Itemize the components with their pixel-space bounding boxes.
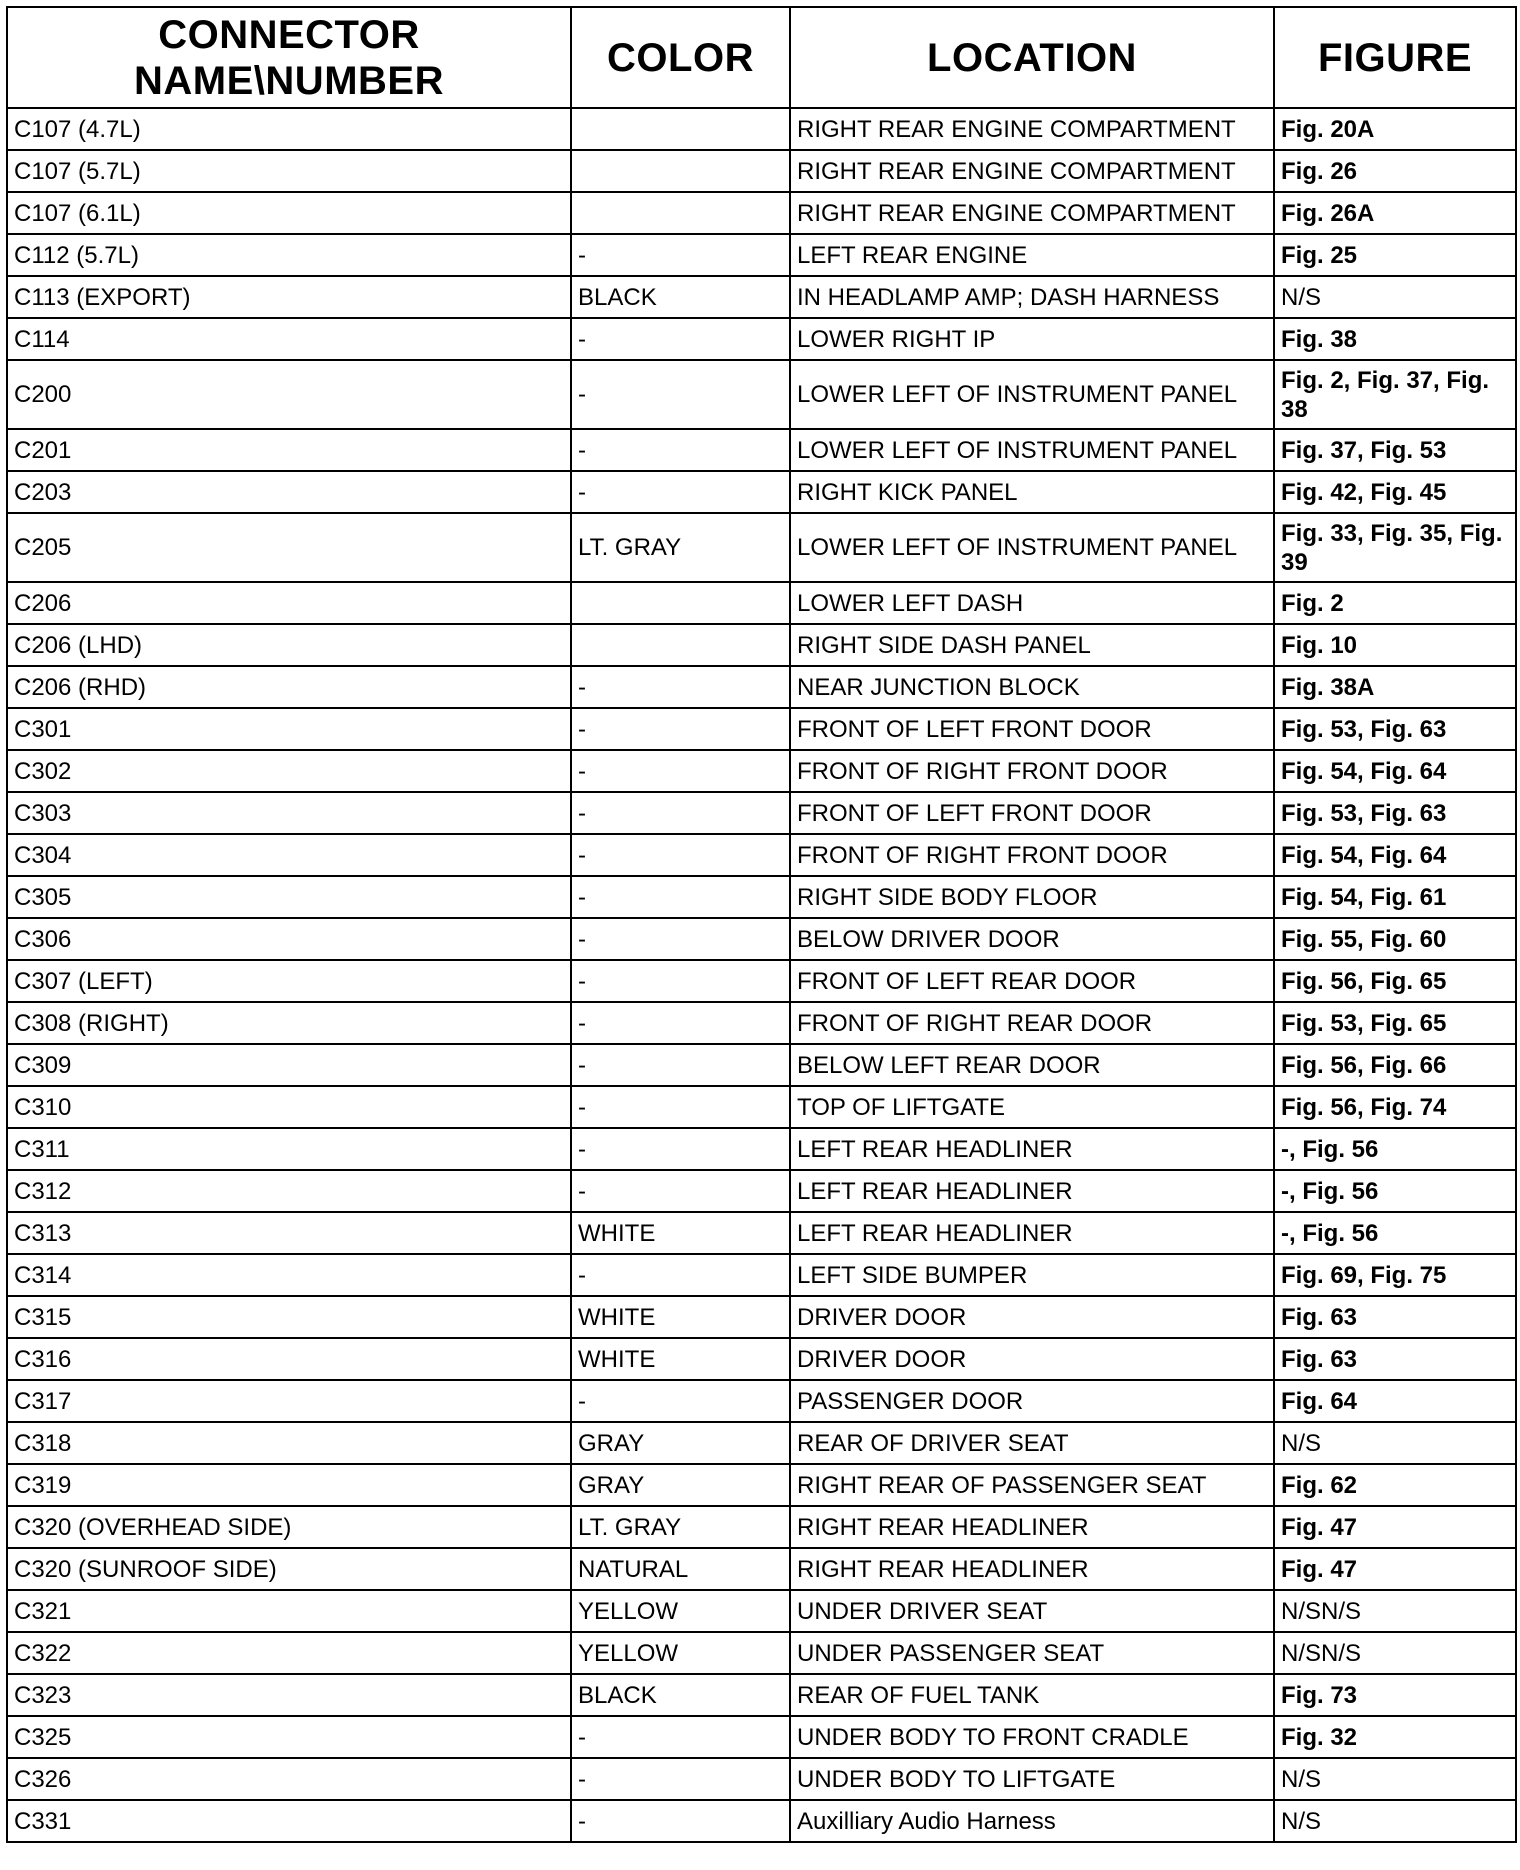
cell-location: LOWER RIGHT IP — [790, 318, 1274, 360]
cell-location: Auxilliary Audio Harness — [790, 1800, 1274, 1842]
cell-figure: Fig. 32 — [1274, 1716, 1516, 1758]
table-row — [7, 1128, 1516, 1170]
cell-color: - — [571, 918, 790, 960]
cell-color: YELLOW — [571, 1632, 790, 1674]
cell-location: RIGHT REAR HEADLINER — [790, 1506, 1274, 1548]
cell-location: LEFT REAR HEADLINER — [790, 1212, 1274, 1254]
cell-figure: N/SN/S — [1274, 1590, 1516, 1632]
cell-color: - — [571, 1128, 790, 1170]
cell-color: - — [571, 834, 790, 876]
cell-location: RIGHT SIDE DASH PANEL — [790, 624, 1274, 666]
cell-color — [571, 582, 790, 624]
cell-connector-name: C326 — [7, 1758, 571, 1800]
cell-connector-name: C203 — [7, 471, 571, 513]
cell-location: REAR OF DRIVER SEAT — [790, 1422, 1274, 1464]
cell-location: LEFT REAR ENGINE — [790, 234, 1274, 276]
table-row — [7, 582, 1516, 624]
connector-table — [6, 6, 1517, 1843]
cell-figure: Fig. 26A — [1274, 192, 1516, 234]
table-row — [7, 666, 1516, 708]
cell-location: UNDER BODY TO FRONT CRADLE — [790, 1716, 1274, 1758]
cell-figure: Fig. 54, Fig. 64 — [1274, 750, 1516, 792]
cell-color: - — [571, 1002, 790, 1044]
cell-figure: -, Fig. 56 — [1274, 1128, 1516, 1170]
cell-figure: N/S — [1274, 1800, 1516, 1842]
cell-location: BELOW DRIVER DOOR — [790, 918, 1274, 960]
table-row — [7, 1380, 1516, 1422]
cell-color: - — [571, 1086, 790, 1128]
cell-connector-name: C306 — [7, 918, 571, 960]
cell-color: - — [571, 1800, 790, 1842]
connector-table-page — [6, 6, 1515, 1843]
cell-location: UNDER BODY TO LIFTGATE — [790, 1758, 1274, 1800]
table-row — [7, 1212, 1516, 1254]
table-row — [7, 150, 1516, 192]
cell-location: RIGHT REAR ENGINE COMPARTMENT — [790, 192, 1274, 234]
cell-location: LOWER LEFT OF INSTRUMENT PANEL — [790, 513, 1274, 582]
cell-figure: Fig. 37, Fig. 53 — [1274, 429, 1516, 471]
table-row — [7, 1296, 1516, 1338]
table-row — [7, 429, 1516, 471]
cell-location: LOWER LEFT OF INSTRUMENT PANEL — [790, 429, 1274, 471]
table-row — [7, 1800, 1516, 1842]
cell-figure: Fig. 47 — [1274, 1548, 1516, 1590]
cell-location: DRIVER DOOR — [790, 1296, 1274, 1338]
cell-connector-name: C206 (LHD) — [7, 624, 571, 666]
cell-location: UNDER PASSENGER SEAT — [790, 1632, 1274, 1674]
cell-color: WHITE — [571, 1338, 790, 1380]
cell-color: BLACK — [571, 276, 790, 318]
cell-connector-name: C320 (OVERHEAD SIDE) — [7, 1506, 571, 1548]
cell-location: FRONT OF RIGHT FRONT DOOR — [790, 750, 1274, 792]
cell-location: RIGHT REAR ENGINE COMPARTMENT — [790, 150, 1274, 192]
table-body — [7, 108, 1516, 1842]
cell-connector-name: C206 — [7, 582, 571, 624]
cell-color — [571, 192, 790, 234]
cell-color: WHITE — [571, 1212, 790, 1254]
cell-connector-name: C201 — [7, 429, 571, 471]
cell-connector-name: C301 — [7, 708, 571, 750]
cell-location: UNDER DRIVER SEAT — [790, 1590, 1274, 1632]
cell-connector-name: C322 — [7, 1632, 571, 1674]
cell-connector-name: C107 (4.7L) — [7, 108, 571, 150]
cell-connector-name: C314 — [7, 1254, 571, 1296]
cell-figure: Fig. 54, Fig. 64 — [1274, 834, 1516, 876]
cell-location: LOWER LEFT OF INSTRUMENT PANEL — [790, 360, 1274, 429]
cell-connector-name: C311 — [7, 1128, 571, 1170]
cell-color: YELLOW — [571, 1590, 790, 1632]
cell-connector-name: C312 — [7, 1170, 571, 1212]
cell-connector-name: C321 — [7, 1590, 571, 1632]
cell-color: - — [571, 750, 790, 792]
table-row — [7, 1422, 1516, 1464]
cell-connector-name: C302 — [7, 750, 571, 792]
header-figure: FIGURE — [1274, 7, 1516, 108]
cell-location: DRIVER DOOR — [790, 1338, 1274, 1380]
cell-figure: -, Fig. 56 — [1274, 1212, 1516, 1254]
cell-connector-name: C206 (RHD) — [7, 666, 571, 708]
cell-connector-name: C107 (6.1L) — [7, 192, 571, 234]
cell-figure: N/S — [1274, 276, 1516, 318]
cell-location: FRONT OF LEFT REAR DOOR — [790, 960, 1274, 1002]
cell-figure: Fig. 38A — [1274, 666, 1516, 708]
table-row — [7, 1464, 1516, 1506]
table-row — [7, 708, 1516, 750]
cell-connector-name: C305 — [7, 876, 571, 918]
table-row — [7, 234, 1516, 276]
table-row — [7, 1254, 1516, 1296]
table-row — [7, 960, 1516, 1002]
table-row — [7, 792, 1516, 834]
cell-color: - — [571, 1380, 790, 1422]
table-row — [7, 1506, 1516, 1548]
cell-color: - — [571, 429, 790, 471]
cell-figure: N/S — [1274, 1758, 1516, 1800]
table-row — [7, 834, 1516, 876]
cell-connector-name: C307 (LEFT) — [7, 960, 571, 1002]
cell-location: LOWER LEFT DASH — [790, 582, 1274, 624]
cell-figure: Fig. 63 — [1274, 1296, 1516, 1338]
cell-figure: N/S — [1274, 1422, 1516, 1464]
cell-color: LT. GRAY — [571, 1506, 790, 1548]
cell-connector-name: C114 — [7, 318, 571, 360]
cell-location: REAR OF FUEL TANK — [790, 1674, 1274, 1716]
cell-color: GRAY — [571, 1464, 790, 1506]
cell-location: RIGHT REAR OF PASSENGER SEAT — [790, 1464, 1274, 1506]
cell-location: FRONT OF RIGHT REAR DOOR — [790, 1002, 1274, 1044]
cell-connector-name: C316 — [7, 1338, 571, 1380]
cell-connector-name: C318 — [7, 1422, 571, 1464]
cell-color: - — [571, 1254, 790, 1296]
cell-color: - — [571, 876, 790, 918]
cell-connector-name: C308 (RIGHT) — [7, 1002, 571, 1044]
cell-figure: Fig. 26 — [1274, 150, 1516, 192]
cell-color: - — [571, 666, 790, 708]
cell-location: TOP OF LIFTGATE — [790, 1086, 1274, 1128]
cell-color: - — [571, 1170, 790, 1212]
cell-color — [571, 624, 790, 666]
table-row — [7, 471, 1516, 513]
header-name-line2: NAME\NUMBER — [134, 58, 444, 103]
cell-location: BELOW LEFT REAR DOOR — [790, 1044, 1274, 1086]
table-row — [7, 318, 1516, 360]
cell-connector-name: C325 — [7, 1716, 571, 1758]
header-name-line1: CONNECTOR — [158, 12, 420, 57]
cell-figure: Fig. 53, Fig. 63 — [1274, 792, 1516, 834]
cell-location: RIGHT REAR ENGINE COMPARTMENT — [790, 108, 1274, 150]
header-location: LOCATION — [790, 7, 1274, 108]
cell-figure: Fig. 56, Fig. 65 — [1274, 960, 1516, 1002]
cell-connector-name: C112 (5.7L) — [7, 234, 571, 276]
cell-figure: Fig. 73 — [1274, 1674, 1516, 1716]
cell-figure: Fig. 56, Fig. 74 — [1274, 1086, 1516, 1128]
cell-connector-name: C310 — [7, 1086, 571, 1128]
cell-figure: Fig. 2, Fig. 37, Fig. 38 — [1274, 360, 1516, 429]
table-row — [7, 276, 1516, 318]
cell-location: IN HEADLAMP AMP; DASH HARNESS — [790, 276, 1274, 318]
cell-figure: Fig. 53, Fig. 63 — [1274, 708, 1516, 750]
table-row — [7, 1044, 1516, 1086]
table-row — [7, 1632, 1516, 1674]
cell-figure: Fig. 47 — [1274, 1506, 1516, 1548]
cell-figure: Fig. 63 — [1274, 1338, 1516, 1380]
cell-connector-name: C319 — [7, 1464, 571, 1506]
header-connector-name — [7, 7, 571, 108]
cell-figure: Fig. 56, Fig. 66 — [1274, 1044, 1516, 1086]
cell-figure: Fig. 64 — [1274, 1380, 1516, 1422]
cell-location: RIGHT KICK PANEL — [790, 471, 1274, 513]
table-row — [7, 750, 1516, 792]
cell-connector-name: C309 — [7, 1044, 571, 1086]
cell-location: NEAR JUNCTION BLOCK — [790, 666, 1274, 708]
cell-connector-name: C205 — [7, 513, 571, 582]
cell-color: - — [571, 1716, 790, 1758]
cell-location: FRONT OF LEFT FRONT DOOR — [790, 708, 1274, 750]
cell-color: - — [571, 1758, 790, 1800]
cell-location: FRONT OF LEFT FRONT DOOR — [790, 792, 1274, 834]
cell-connector-name: C317 — [7, 1380, 571, 1422]
header-color: COLOR — [571, 7, 790, 108]
cell-figure: -, Fig. 56 — [1274, 1170, 1516, 1212]
cell-figure: Fig. 2 — [1274, 582, 1516, 624]
cell-color: - — [571, 708, 790, 750]
cell-color: - — [571, 960, 790, 1002]
cell-figure: N/SN/S — [1274, 1632, 1516, 1674]
table-row — [7, 624, 1516, 666]
table-row — [7, 1674, 1516, 1716]
table-row — [7, 1716, 1516, 1758]
cell-figure: Fig. 25 — [1274, 234, 1516, 276]
table-row — [7, 108, 1516, 150]
cell-connector-name: C315 — [7, 1296, 571, 1338]
cell-figure: Fig. 62 — [1274, 1464, 1516, 1506]
table-row — [7, 1002, 1516, 1044]
table-row — [7, 1758, 1516, 1800]
table-row — [7, 192, 1516, 234]
table-row — [7, 1170, 1516, 1212]
cell-figure: Fig. 69, Fig. 75 — [1274, 1254, 1516, 1296]
cell-figure: Fig. 20A — [1274, 108, 1516, 150]
cell-figure: Fig. 10 — [1274, 624, 1516, 666]
cell-location: PASSENGER DOOR — [790, 1380, 1274, 1422]
cell-color: WHITE — [571, 1296, 790, 1338]
cell-connector-name: C313 — [7, 1212, 571, 1254]
cell-location: RIGHT REAR HEADLINER — [790, 1548, 1274, 1590]
cell-color: - — [571, 234, 790, 276]
cell-location: LEFT REAR HEADLINER — [790, 1128, 1274, 1170]
cell-connector-name: C331 — [7, 1800, 571, 1842]
cell-connector-name: C303 — [7, 792, 571, 834]
table-header-row — [7, 7, 1516, 108]
cell-color — [571, 150, 790, 192]
cell-connector-name: C113 (EXPORT) — [7, 276, 571, 318]
table-row — [7, 1590, 1516, 1632]
cell-location: RIGHT SIDE BODY FLOOR — [790, 876, 1274, 918]
cell-color: NATURAL — [571, 1548, 790, 1590]
cell-color: - — [571, 471, 790, 513]
cell-color — [571, 108, 790, 150]
cell-connector-name: C323 — [7, 1674, 571, 1716]
cell-connector-name: C200 — [7, 360, 571, 429]
cell-figure: Fig. 42, Fig. 45 — [1274, 471, 1516, 513]
table-row — [7, 1548, 1516, 1590]
cell-figure: Fig. 54, Fig. 61 — [1274, 876, 1516, 918]
cell-color: - — [571, 360, 790, 429]
table-row — [7, 513, 1516, 582]
cell-figure: Fig. 55, Fig. 60 — [1274, 918, 1516, 960]
cell-figure: Fig. 53, Fig. 65 — [1274, 1002, 1516, 1044]
table-row — [7, 1338, 1516, 1380]
cell-color: BLACK — [571, 1674, 790, 1716]
cell-connector-name: C304 — [7, 834, 571, 876]
cell-color: - — [571, 792, 790, 834]
cell-color: - — [571, 1044, 790, 1086]
cell-figure: Fig. 33, Fig. 35, Fig. 39 — [1274, 513, 1516, 582]
cell-location: LEFT REAR HEADLINER — [790, 1170, 1274, 1212]
table-row — [7, 360, 1516, 429]
cell-color: - — [571, 318, 790, 360]
cell-connector-name: C107 (5.7L) — [7, 150, 571, 192]
cell-location: FRONT OF RIGHT FRONT DOOR — [790, 834, 1274, 876]
table-row — [7, 1086, 1516, 1128]
cell-color: GRAY — [571, 1422, 790, 1464]
cell-location: LEFT SIDE BUMPER — [790, 1254, 1274, 1296]
cell-figure: Fig. 38 — [1274, 318, 1516, 360]
table-row — [7, 918, 1516, 960]
cell-connector-name: C320 (SUNROOF SIDE) — [7, 1548, 571, 1590]
table-row — [7, 876, 1516, 918]
cell-color: LT. GRAY — [571, 513, 790, 582]
